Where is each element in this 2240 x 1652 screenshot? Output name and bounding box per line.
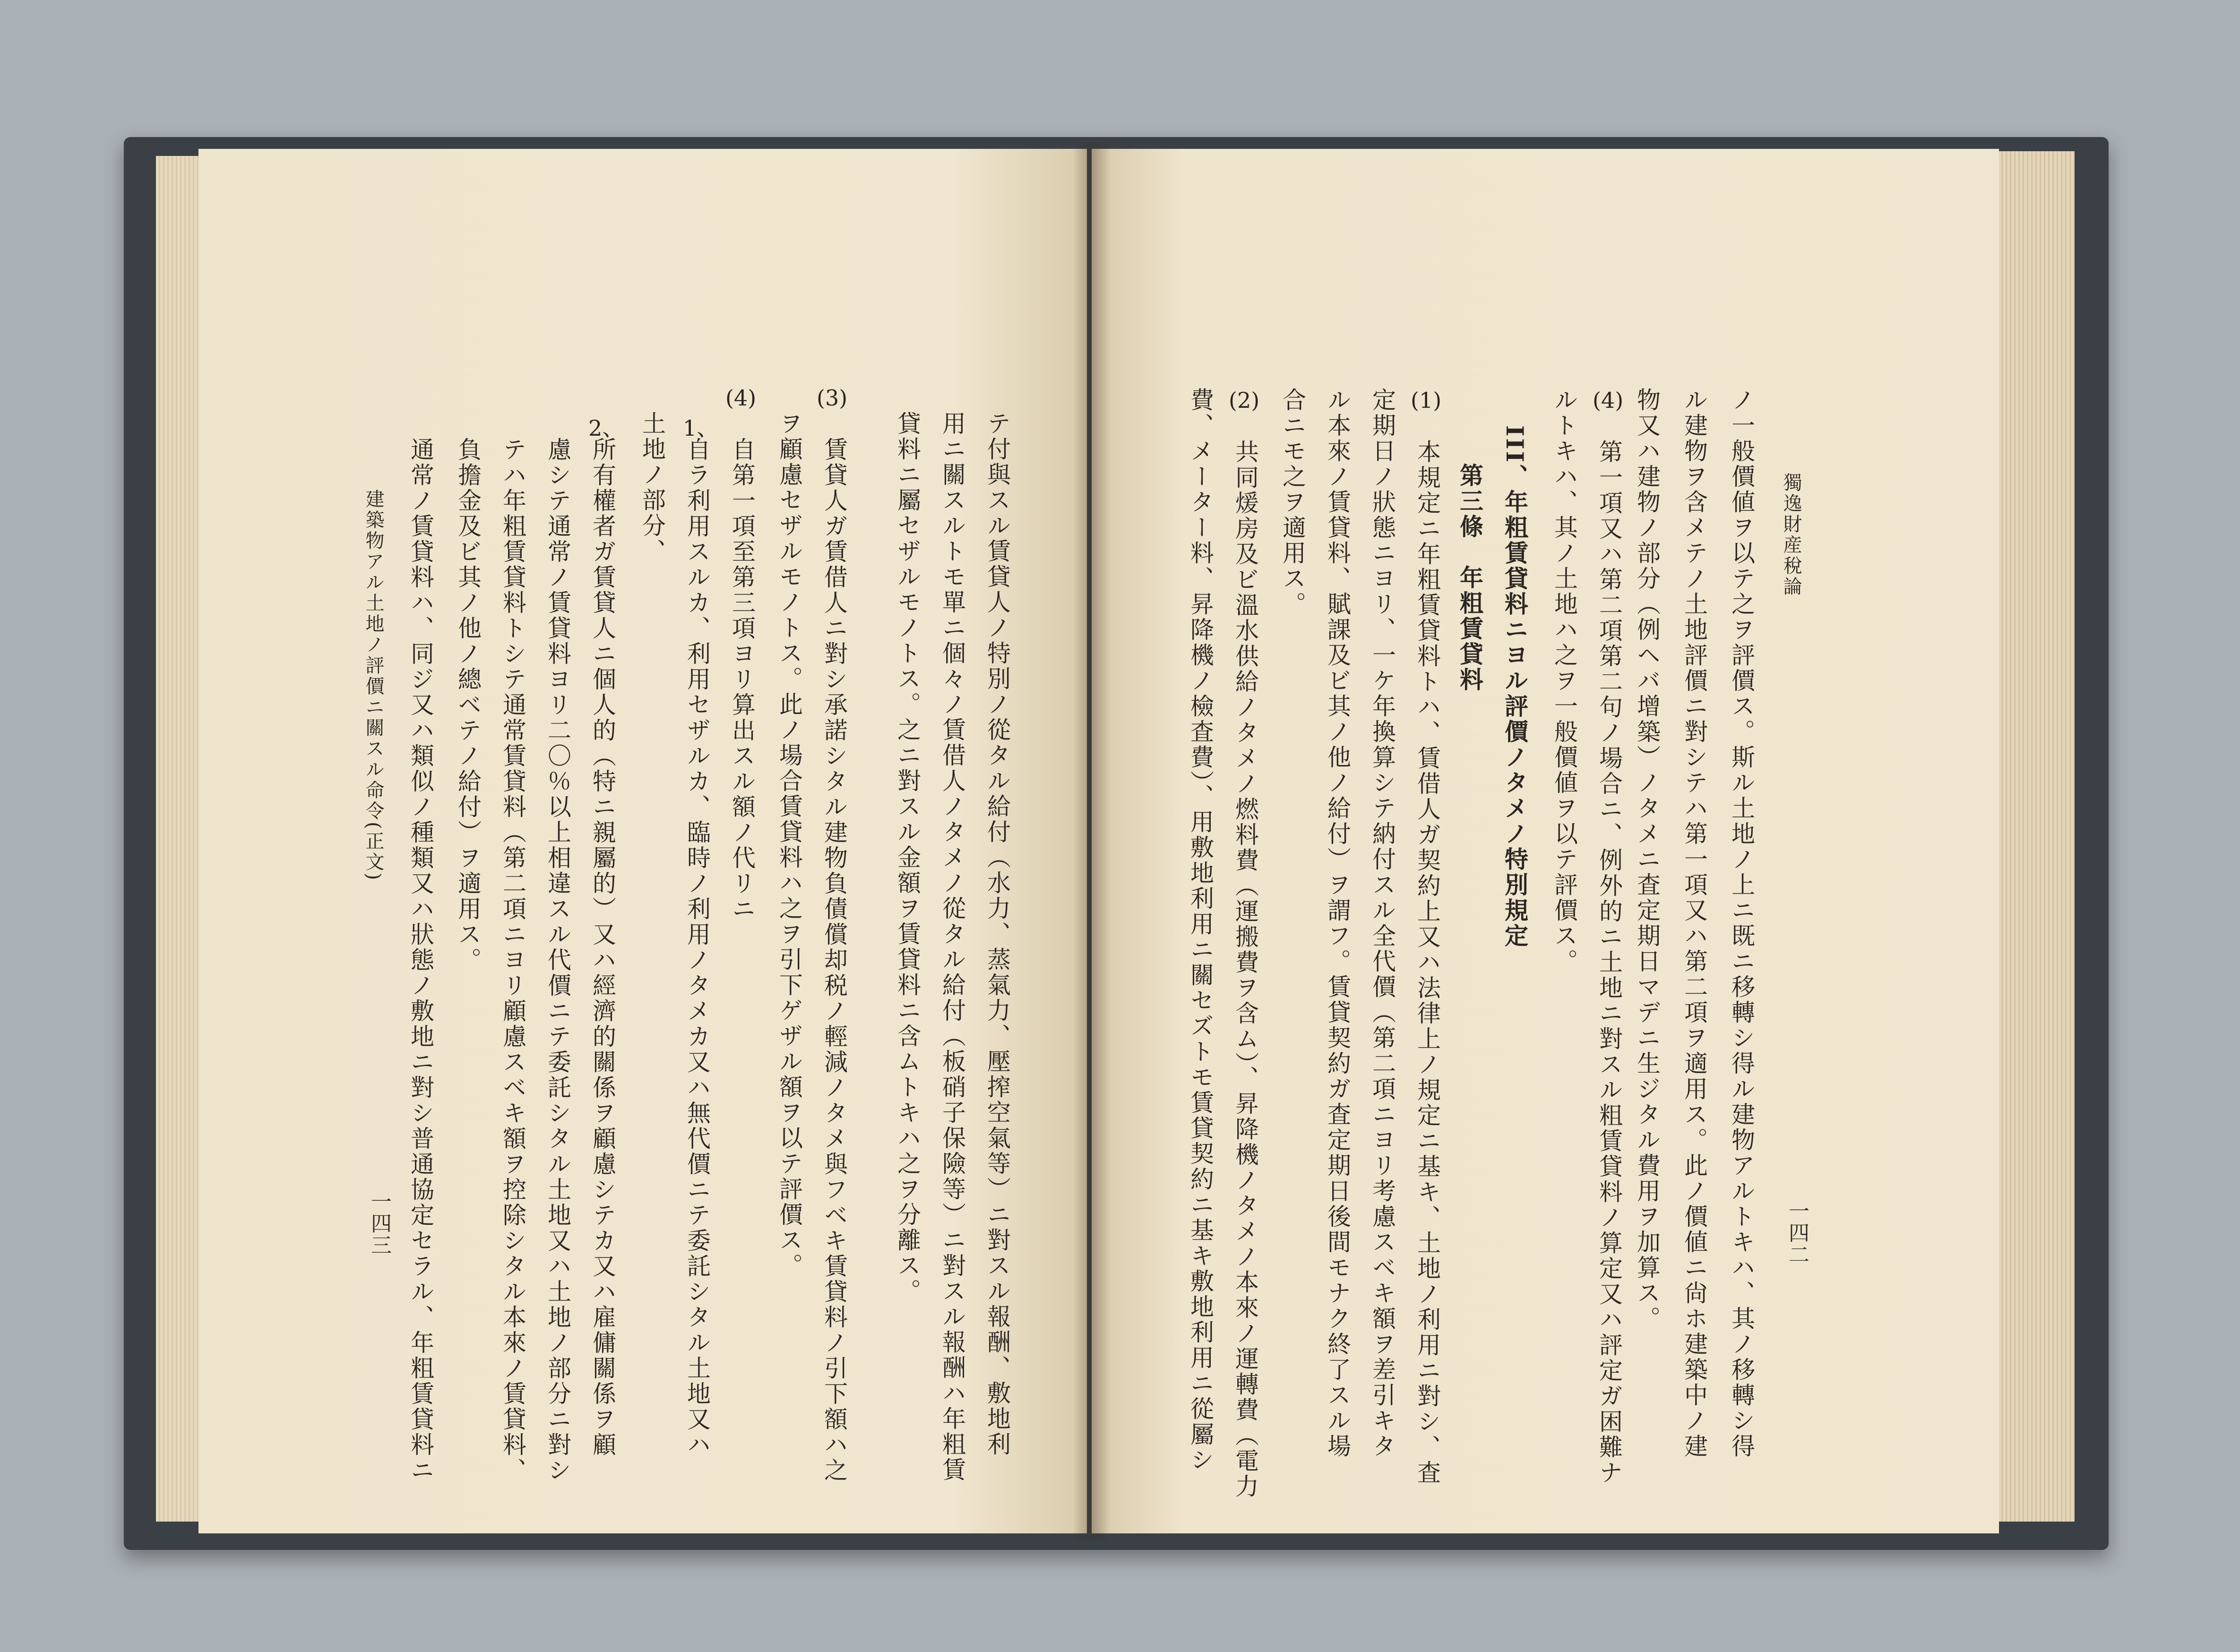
right-page (1092, 149, 1999, 1533)
text-column: 物又ハ建物ノ部分（例ヘバ增築）ノタメニ査定期日マデニ生ジタル費用ヲ加算ス。 (1633, 387, 1661, 1332)
text-column: 自第一項至第三項ヨリ算出スル額ノ代リニ (728, 437, 756, 922)
text-column: ルトキハ、其ノ土地ハ之ヲ一般價値ヲ以テ評價ス。 (1551, 387, 1578, 974)
item-marker: (4) (1593, 387, 1624, 413)
page-edges-right (1994, 151, 2075, 1522)
item-marker: (1) (1411, 387, 1442, 413)
text-column: 第一項又ハ第二項第二句ノ場合ニ、例外的ニ土地ニ對スル粗賃貸料ノ算定又ハ評定ガ困難ナ (1595, 439, 1623, 1486)
text-column: ノ一般價値ヲ以テ之ヲ評價ス。斯ル土地ノ上ニ既ニ移轉シ得ル建物アルトキハ、其ノ移轉シ得 (1728, 387, 1755, 1459)
item-marker: (3) (817, 385, 848, 411)
text-column: 賃貸人ガ賃借人ニ對シ承諾シタル建物負債償却税ノ輕減ノタメ與フベキ賃貸料ノ引下額ハ之 (820, 437, 848, 1483)
text-column: 貸料ニ屬セザルモノトス。之ニ對スル金額ヲ賃貸料ニ含ムトキハ之ヲ分離ス。 (894, 411, 921, 1304)
text-column: 負擔金及ビ其ノ他ノ總ベテノ給付）ヲ適用ス。 (454, 437, 482, 973)
text-column: 本規定ニ年粗賃貸料トハ、賃借人ガ契約上又ハ法律上ノ規定ニ基キ、土地ノ利用ニ對シ、査 (1413, 439, 1441, 1486)
item-marker: 2、 (588, 415, 624, 441)
running-footer: 建築物アル土地ノ評價ニ關スル命令(正文) (362, 489, 384, 882)
text-column: 合ニモ之ヲ適用ス。 (1279, 387, 1306, 617)
text-column: 用ニ關スルトモ單ニ個々ノ賃借人ノタメノ從タル給付（板硝子保險等）ニ對スル報酬ハ年粗賃 (939, 411, 966, 1483)
page-number: 一四三 (367, 1191, 391, 1256)
text-column: 土地ノ部分、 (638, 411, 666, 564)
text-column: 共同煖房及ビ溫水供給ノタメノ燃料費（運搬費ヲ含ム）、昇降機ノタメノ本來ノ運轉費（電力 (1232, 439, 1259, 1499)
page-number: 一四二 (1785, 1200, 1809, 1265)
item-marker: (2) (1229, 387, 1260, 413)
text-column: 慮シテ通常ノ賃貸料ヨリ二〇％以上相違スル代價ニテ委託シタル土地又ハ土地ノ部分ニ對シ (544, 437, 571, 1483)
text-column: 定期日ノ狀態ニヨリ、一ケ年換算シテ納付スル全代價（第二項ニヨリ考慮スベキ額ヲ差引キタ (1369, 387, 1396, 1459)
book-gutter (1073, 142, 1111, 1540)
text-column: ル本來ノ賃貸料、賦課及ビ其ノ他ノ給付）ヲ謂フ。賃貸契約ガ査定期日後間モナク終了スル場 (1324, 387, 1351, 1459)
text-column: 通常ノ賃貸料ハ、同ジ又ハ類似ノ種類又ハ狀態ノ敷地ニ對シ普通協定セラル、年粗賃貸料ニ (407, 437, 434, 1483)
running-header: 獨逸財産稅論 (1780, 473, 1802, 597)
text-column: 自ラ利用スルカ、利用セザルカ、臨時ノ利用ノタメカ又ハ無代價ニテ委託シタル土地又ハ (683, 437, 711, 1458)
item-marker: 1、 (683, 415, 719, 441)
text-column: ヲ顧慮セザルモノトス。此ノ場合賃貸料ハ之ヲ引下ゲザル額ヲ以テ評價ス。 (775, 411, 803, 1279)
article-heading: 第三條 年粗賃貸料 (1456, 463, 1484, 693)
text-column: 所有權者ガ賃貸人ニ個人的（特ニ親屬的）又ハ經濟的關係ヲ顧慮シテカ又ハ雇傭關係ヲ顧 (589, 437, 616, 1458)
text-column: ル建物ヲ含メテノ土地評價ニ對シテハ第一項又ハ第二項ヲ適用ス。此ノ價値ニ尙ホ建築中ノ建 (1680, 387, 1708, 1459)
section-heading: III、年粗賃貸料ニヨル評價ノタメノ特別規定 (1501, 425, 1529, 949)
item-marker: (4) (725, 385, 757, 411)
text-column: 費、メーター料、昇降機ノ檢査費）、用敷地利用ニ關セズトモ賃貸契約ニ基キ敷地利用ニ從屬シ (1187, 387, 1214, 1473)
text-column: テハ年粗賃貸料トシテ通常賃貸料（第二項ニヨリ顧慮スベキ額ヲ控除シタル本來ノ賃貸料、 (499, 437, 526, 1483)
text-column: テ付與スル賃貸人ノ特別ノ從タル給付（水力、蒸氣力、壓搾空氣等）ニ對スル報酬、敷地利 (983, 411, 1011, 1457)
